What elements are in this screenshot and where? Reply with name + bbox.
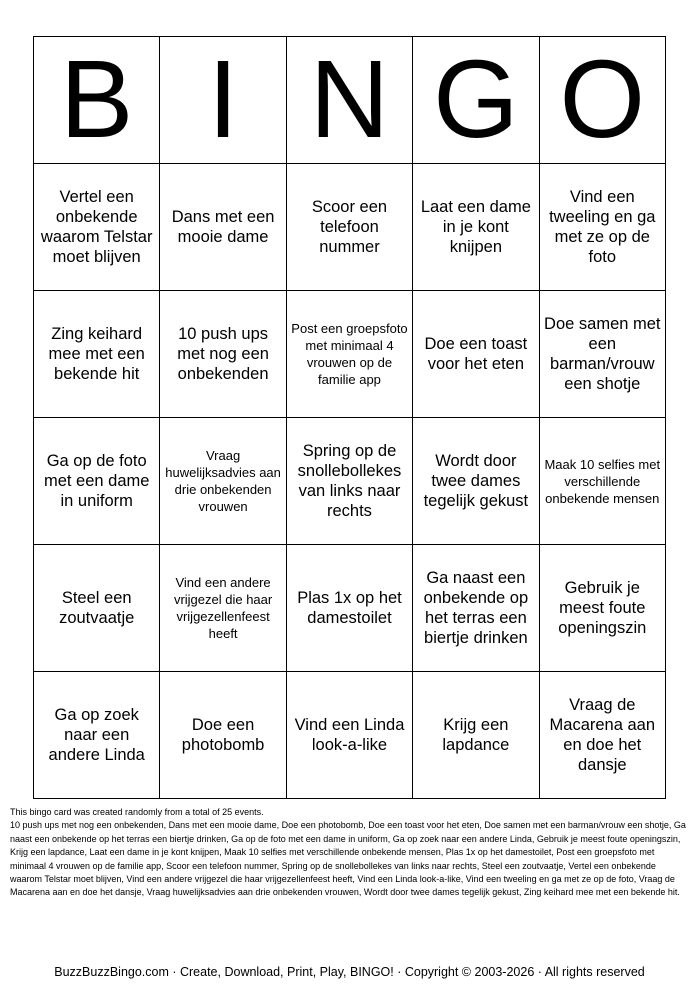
header-letter-o: O [539,37,665,164]
bingo-cell-r5-c1[interactable]: Ga op zoek naar een andere Linda [34,672,160,799]
bingo-cell-r3-c2[interactable]: Vraag huwelijksadvies aan drie onbekenden vrouwen [160,418,286,545]
bingo-cell-r3-c4[interactable]: Wordt door twee dames tegelijk gekust [413,418,539,545]
card-info [10,806,686,900]
bingo-cell-r1-c1[interactable]: Vertel een onbekende waarom Telstar moet blijven [34,164,160,291]
card-row-1 [34,164,666,291]
bingo-cell-r5-c4[interactable]: Krijg een lapdance [413,672,539,799]
bingo-cell-r1-c5[interactable]: Vind een tweeling en ga met ze op de foto [539,164,665,291]
bingo-cell-r4-c4[interactable]: Ga naast een onbekende op het terras een biertje drinken [413,545,539,672]
bingo-cell-r5-c2[interactable]: Doe een photobomb [160,672,286,799]
bingo-cell-r4-c2[interactable]: Vind een andere vrijgezel die haar vrijgezellenfeest heeft [160,545,286,672]
card-row-2 [34,291,666,418]
bingo-cell-r1-c2[interactable]: Dans met een mooie dame [160,164,286,291]
bingo-cell-r3-c3[interactable]: Spring op de snollebollekes van links naar rechts [286,418,412,545]
bingo-cell-r1-c3[interactable]: Scoor een telefoon nummer [286,164,412,291]
bingo-cell-r5-c3[interactable]: Vind een Linda look-a-like [286,672,412,799]
bingo-cell-r2-c1[interactable]: Zing keihard mee met een bekende hit [34,291,160,418]
card-info-intro: This bingo card was created randomly from a total of 25 events. [10,807,264,817]
bingo-cell-r1-c4[interactable]: Laat een dame in je kont knijpen [413,164,539,291]
bingo-cell-r3-c1[interactable]: Ga op de foto met een dame in uniform [34,418,160,545]
card-row-3 [34,418,666,545]
bingo-cell-r4-c3[interactable]: Plas 1x op het damestoilet [286,545,412,672]
card-row-4 [34,545,666,672]
header-row [34,37,666,164]
bingo-cell-r2-c3[interactable]: Post een groepsfoto met minimaal 4 vrouwen op de familie app [286,291,412,418]
bingo-cell-r4-c1[interactable]: Steel een zoutvaatje [34,545,160,672]
bingo-cell-r2-c5[interactable]: Doe samen met een barman/vrouw een shotje [539,291,665,418]
header-letter-b: B [34,37,160,164]
bingo-cell-r2-c2[interactable]: 10 push ups met nog een onbekenden [160,291,286,418]
card-row-5 [34,672,666,799]
bingo-cell-r3-c5[interactable]: Maak 10 selfies met verschillende onbekende mensen [539,418,665,545]
page-footer: BuzzBuzzBingo.com · Create, Download, Print, Play, BINGO! · Copyright © 2003-2026 · All rights reserved [54,965,645,979]
bingo-cell-r2-c4[interactable]: Doe een toast voor het eten [413,291,539,418]
card-info-events: 10 push ups met nog een onbekenden, Dans met een mooie dame, Doe een photobomb, Doe een toast voor het eten, Doe samen met een barman/vrouw een shotje, Ga naast een onbekende op het terras een biertje drinken, Ga op de foto met een dame in uniform, Ga op zoek naar een andere Linda, Gebruik je meest foute openingszin, Krijg een lapdance, Laat een dame in je kont knijpen, Maak 10 selfies met verschillende onbekende mensen, Plas 1x op het damestoilet, Post een groepsfoto met minimaal 4 vrouwen op de familie app, Scoor een telefoon nummer, Spring op de snollebollekes van links naar rechts, Steel een zoutvaatje, Vertel een onbekende waarom Telstar moet blijven, Vind een andere vrijgezel die haar vrijgezellenfeest heeft, Vind een Linda look-a-like, Vind een tweeling en ga met ze op de foto, Vraag de Macarena aan en doe het dansje, Vraag huwelijksadvies aan drie onbekenden vrouwen, Wordt door twee dames tegelijk gekust, Zing keihard mee met een bekende hit. [10,820,686,898]
bingo-cell-r5-c5[interactable]: Vraag de Macarena aan en doe het dansje [539,672,665,799]
bingo-card [33,36,666,799]
header-letter-i: I [160,37,286,164]
header-letter-n: N [286,37,412,164]
header-letter-g: G [413,37,539,164]
bingo-cell-r4-c5[interactable]: Gebruik je meest foute openingszin [539,545,665,672]
